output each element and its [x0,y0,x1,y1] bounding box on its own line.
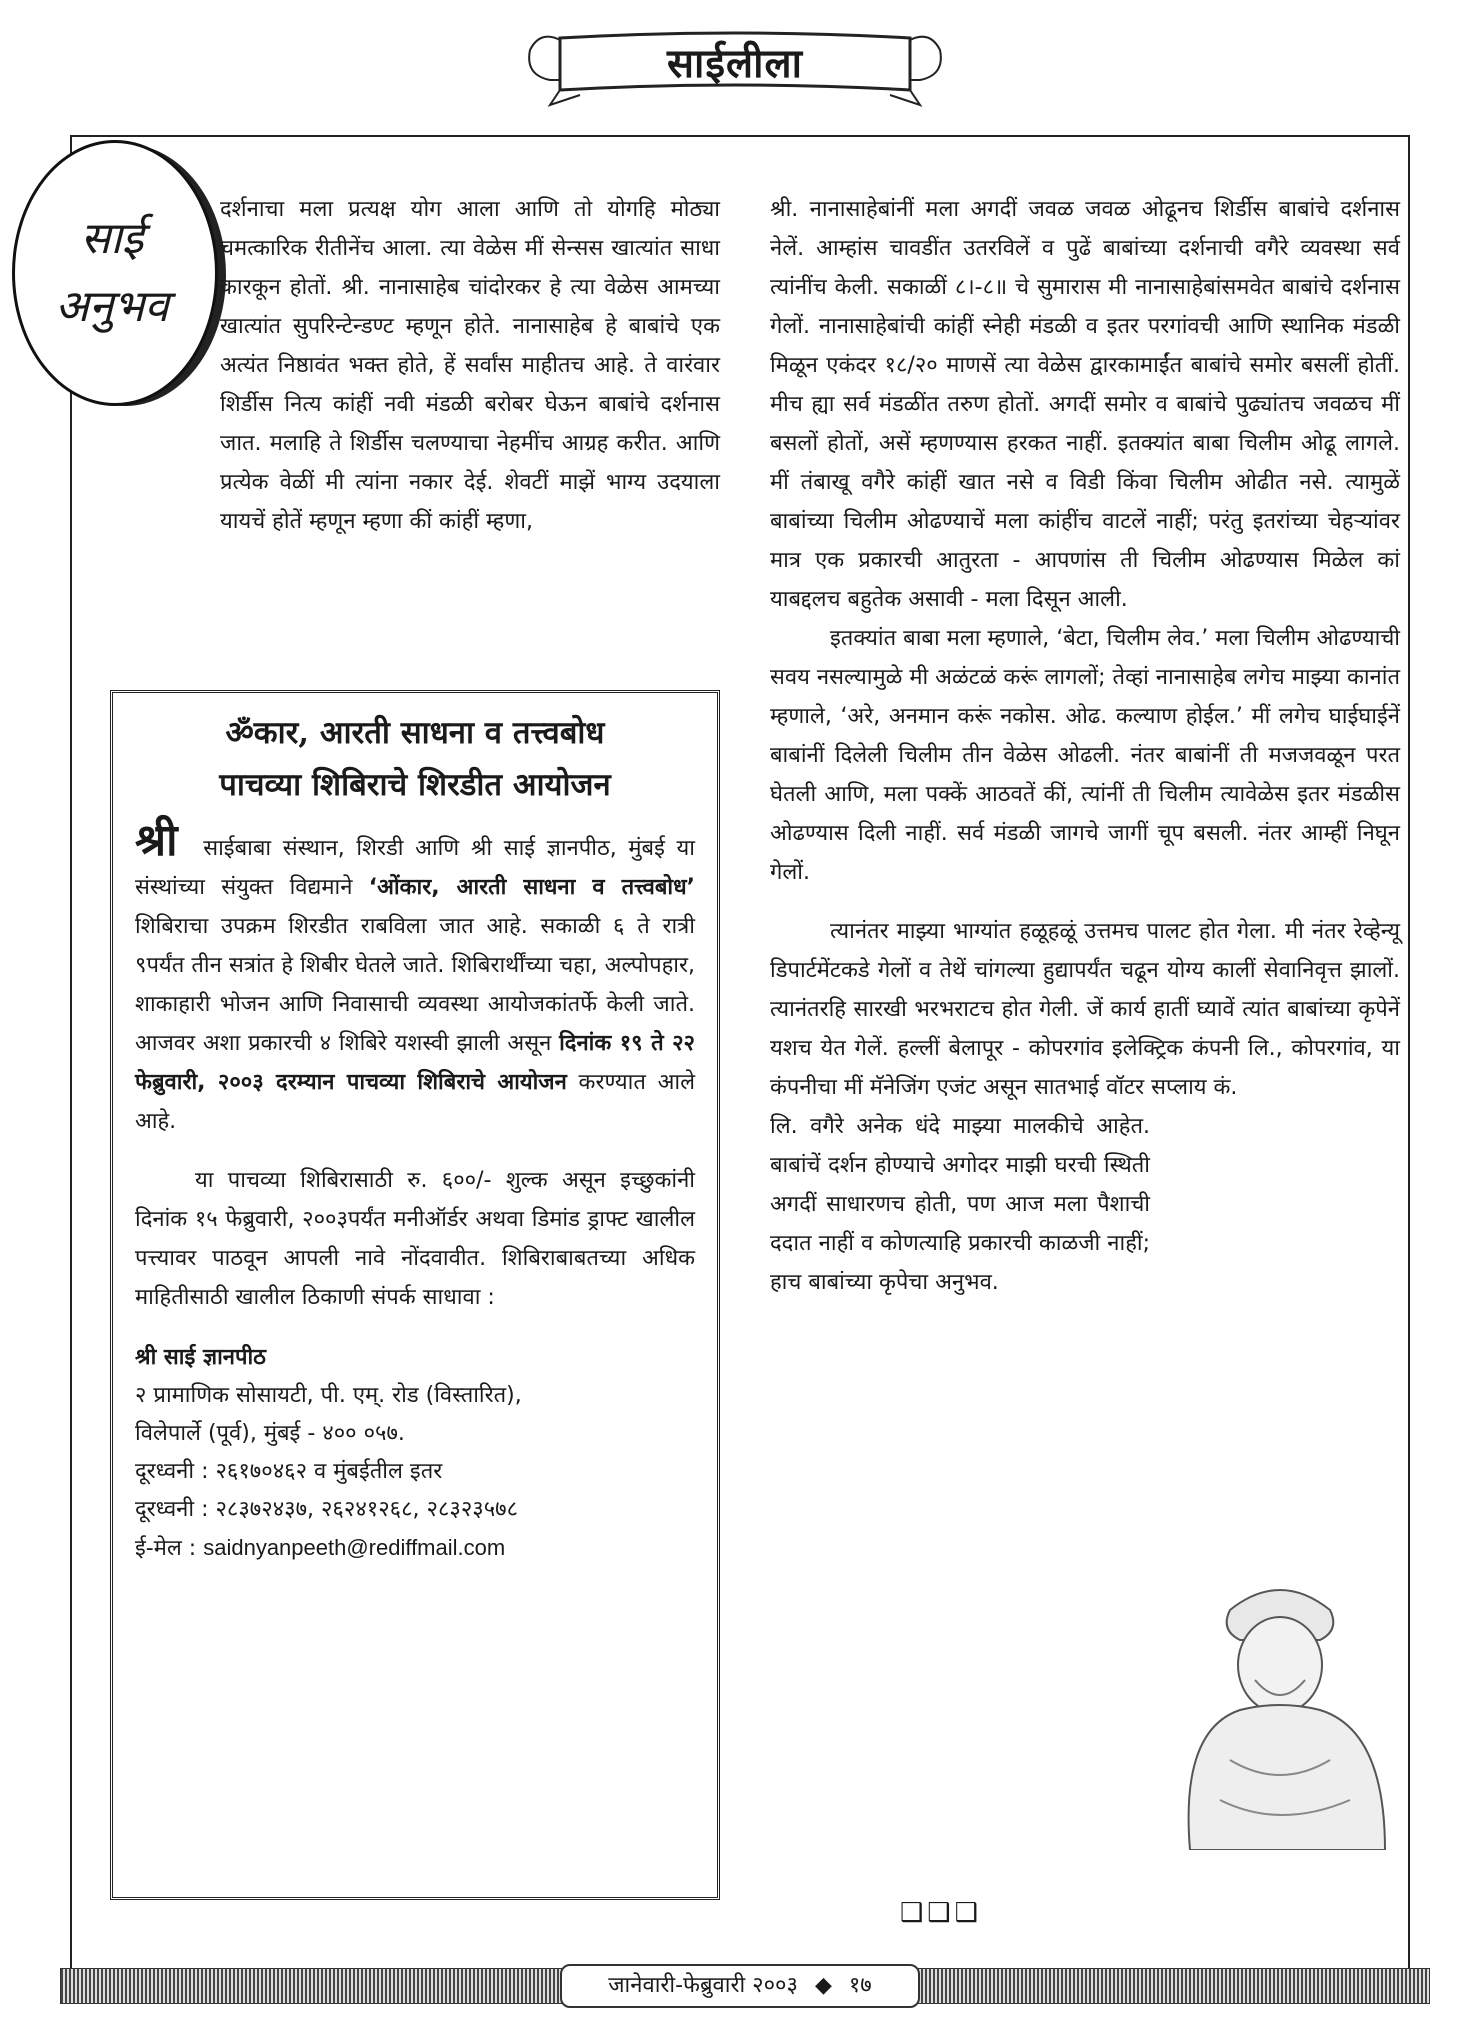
notice-p1-c: शिबिराचा उपक्रम शिरडीत राबविला जात आहे. सकाळी ६ ते रात्री ९पर्यंत तीन सत्रांत हे शिबीर घेतले जाते. शिबिरार्थींच्या चहा, अल्पोपहार, शाकाहारी भोजन आणि निवासाची व्यवस्था आयोजकांतर्फे केली जाते. आजवर अशा प्रकारची ४ शिबिरे यशस्वी झाली असून [135,914,695,1056]
address-name: श्री साई ज्ञानपीठ [135,1345,266,1370]
magazine-title: साईलीला [667,41,803,87]
phone-line2: दूरध्वनी : २८३७२४३७, २६२४१२६८, २८३२३५७८ [135,1497,519,1522]
right-paragraph-3: त्यानंतर माझ्या भाग्यांत हळूहळूं उत्तमच पालट होत गेला. मी नंतर रेव्हेन्यू डिपार्टमेंटकडे गेलों व तेथें चांगल्या हुद्यापर्यंत चढून योग्य कालीं सेवानिवृत्त झालों. त्यानंतरहि सारखी भरभराटच होत गेली. जें कार्य हातीं घ्यावें त्यांत बाबांच्या कृपेनें यशच येत गेलें. हल्लीं बेलापूर - कोपरगांव इलेक्ट्रिक कंपनी लि., कोपरगांव, या कंपनीचा मीं मॅनेजिंग एजंट असून सातभाई वॉटर सप्लाय कं. [770,919,1400,1100]
end-marks: ❑❑❑ [900,1898,982,1928]
notice-p1-d: दिनांक १९ ते २२ फेब्रुवारी, २००३ दरम्यान पाचव्या शिबिराचे आयोजन [135,1031,695,1095]
diamond-icon: ◆ [814,1973,832,1998]
left-column [100,190,720,541]
notice-address [135,1339,695,1568]
right-paragraph-1: श्री. नानासाहेबांनीं मला अगदीं जवळ जवळ ओढूनच शिर्डीस बाबांचे दर्शनास नेलें. आम्हांस चावडींत उतरविलें व पुढें बाबांच्या दर्शनाची वगैरे व्यवस्था सर्व त्यांनींच केली. सकाळीं ८।-८॥ चे सुमारास मी नानासाहेबांसमवेत बाबांचे दर्शनास गेलों. नानासाहेबांची कांहीं स्नेही मंडळी व इतर परगांवची आणि स्थानिक मंडळी मिळून एकंदर १८/२० माणसें त्या वेळेस द्वारकामाईंत बाबांचे समोर बसलीं होतीं. मीच ह्या सर्व मंडळींत तरुण होतों. अगदीं समोर व बाबांचे पुढ्यांतच जवळच मीं बसलों होतों, असें म्हणण्यास हरकत नाहीं. इतक्यांत बाबा चिलीम ओढू लागले. मीं तंबाखू वगैरे कांहीं खात नसे व विडी किंवा चिलीम ओढीत नसे. त्यामुळें बाबांच्या चिलीम ओढण्याचें मला कांहींच वाटलें नाहीं; परंतु इतरांच्या चेहऱ्यांवर मात्र एक प्रकारची आतुरता - आपणांस ती चिलीम ओढण्यास मिळेल कां याबद्दलच बहुतेक असावी - मला दिसून आली. [770,197,1400,612]
notice-p1-b: ‘ओंकार, आरती साधना व तत्त्वबोध’ [368,875,695,900]
section-badge-line1: साई [80,213,144,264]
address-line1: २ प्रामाणिक सोसायटी, पी. एम्. रोड (विस्तारित), [135,1383,522,1408]
right-paragraph-2: इतक्यांत बाबा मला म्हणाले, ‘बेटा, चिलीम लेव.’ मला चिलीम ओढण्याची सवय नसल्यामुळे मी अळंटळं करूं लागलों; तेव्हां नानासाहेब लगेच माझ्या कानांत म्हणाले, ‘अरे, अनमान करूं नकोस. ओढ. कल्याण होईल.’ मीं लगेच घाईघाईनें बाबांनीं दिलेली चिलीम तीन वेळेस ओढली. नंतर बाबांनीं ती मजजवळून परत घेतली आणि, मला पक्कें आठवतें कीं, त्यांनीं ती चिलीम त्यावेळेस इतर मंडळीस ओढण्यास दिली नाहीं. सर्व मंडळी जागचे जागीं चूप बसली. नंतर आम्हीं निघून गेलों. [770,626,1400,885]
email-line [135,1529,695,1568]
section-badge-line2: अनुभव [55,281,169,332]
notice-dropcap: श्री [135,815,178,866]
phone-line1: दूरध्वनी : २६१७०४६२ व मुंबईतील इतर [135,1459,443,1484]
notice-title-line2: पाचव्या शिबिराचे शिरडीत आयोजन [219,767,611,803]
notice-p1-e: करण्यात आले आहे. [135,1070,695,1134]
right-column [770,190,1400,1302]
address-line2: विलेपार्ले (पूर्व), मुंबई - ४०० ०५७. [135,1421,405,1446]
notice-title-line1: ॐकार, आरती साधना व तत्त्वबोध [225,715,605,751]
email-label: ई-मेल : [135,1536,204,1561]
footer-page-number: १७ [848,1973,872,1998]
notice-body [135,815,695,1317]
footer-issue: जानेवारी-फेब्रुवारी २००३ [608,1973,798,1998]
email-address: saidnyanpeeth@rediffmail.com [203,1535,506,1560]
notice-p1-a: साईबाबा संस्थान, शिरडी आणि श्री साई ज्ञानपीठ, मुंबई या संस्थांच्या संयुक्त विद्यमाने [135,836,695,900]
notice-box [110,690,720,1900]
notice-paragraph-1 [135,815,695,1141]
footer-label [560,1964,920,2008]
notice-paragraph-2: या पाचव्या शिबिरासाठी रु. ६००/- शुल्क असून इच्छुकांनी दिनांक १५ फेब्रुवारी, २००३पर्यंत मनीऑर्डर अथवा डिमांड ड्राफ्ट खालील पत्त्यावर पाठवून आपली नावे नोंदवावीत. शिबिराबाबतच्या अधिक माहितीसाठी खालील ठिकाणी संपर्क साधावा : [135,1168,695,1310]
sai-baba-portrait-image [1160,1560,1400,1850]
left-paragraph: दर्शनाचा मला प्रत्यक्ष योग आला आणि तो योगहि मोठ्या चमत्कारिक रीतीनेंच आला. त्या वेळेस मीं सेन्सस खात्यांत साधा कारकून होतों. श्री. नानासाहेब चांदोरकर हे त्या वेळेस आमच्या खात्यांत सुपरिन्टेन्डण्ट म्हणून होते. नानासाहेब हे बाबांचे एक अत्यंत निष्ठावंत भक्त होते, हें सर्वांस माहीतच आहे. ते वारंवार शिर्डीस नित्य कांहीं नवी मंडळी बरोबर घेऊन बाबांचे दर्शनास जात. मलाहि ते शिर्डीस चलण्याचा नेहमींच आग्रह करीत. आणि प्रत्येक वेळीं मी त्यांना नकार देई. शेवटीं माझें भाग्य उदयाला यायचें होतें म्हणून म्हणा कीं कांहीं म्हणा, [220,197,720,534]
right-paragraph-4: लि. वगैरे अनेक धंदे माझ्या मालकीचे आहेत. बाबांचें दर्शन होण्याचे अगोदर माझी घरची स्थिती अगदीं साधारणच होती, पण आज मला पैशाची ददात नाहीं व कोणत्याहि प्रकारची काळजी नाहीं; हाच बाबांच्या कृपेचा अनुभव. [770,1114,1150,1295]
